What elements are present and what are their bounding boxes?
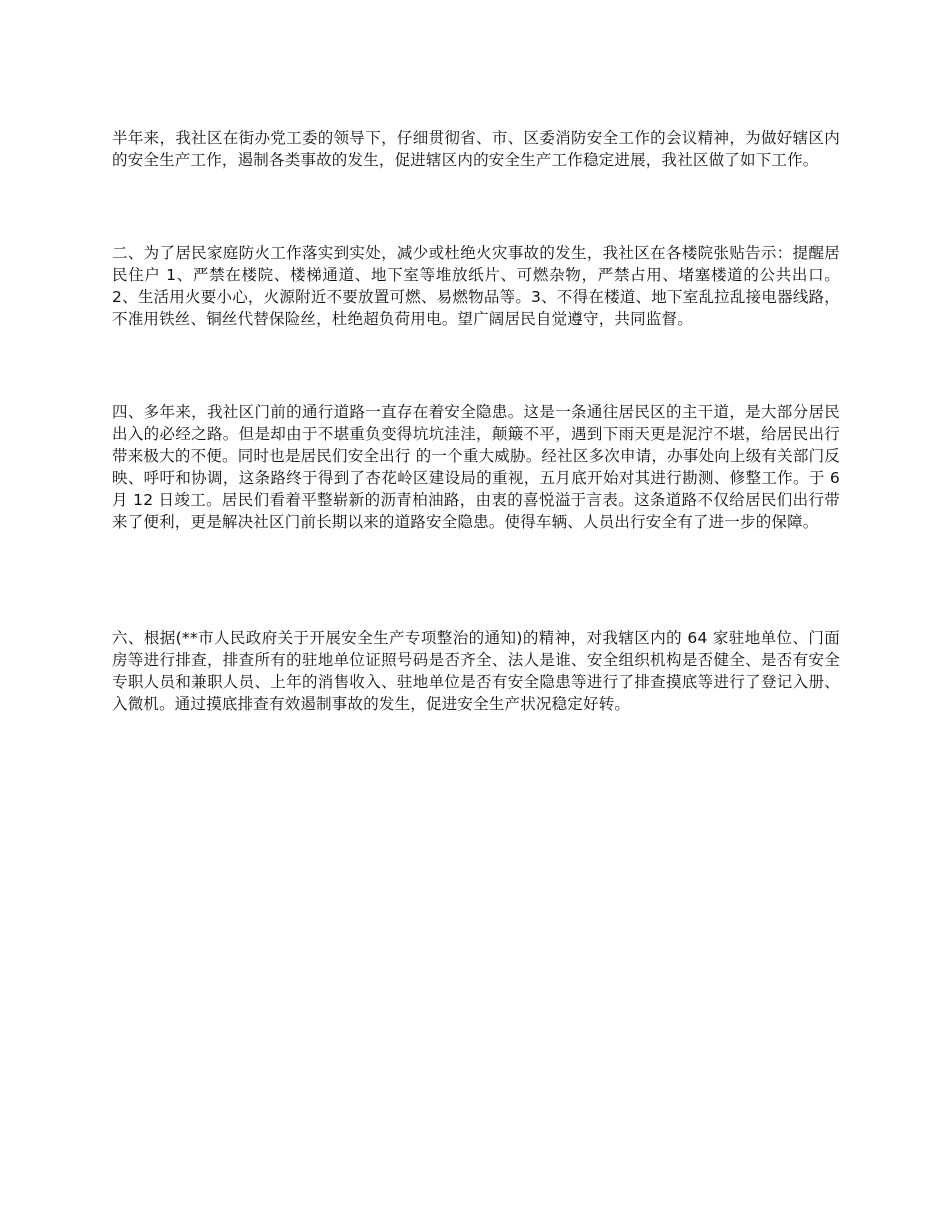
paragraph-fire-safety: 二、为了居民家庭防火工作落实到实处，减少或杜绝火灾事故的发生，我社区在各楼院张贴告示：提醒居民住户 1、严禁在楼院、楼梯通道、地下室等堆放纸片、可燃杂物，严禁占用、堵塞楼道的公共出口。2、生活用火要小心，火源附近不要放置可燃、易燃物品等。3、不得在楼道、地下室乱拉乱接电器线路，不准用铁丝、铜丝代替保险丝，杜绝超负荷用电。望广阔居民自觉遵守，共同监督。: [112, 244, 840, 328]
paragraph-road-safety: 四、多年来，我社区门前的通行道路一直存在着安全隐患。这是一条通往居民区的主干道，是大部分居民出入的必经之路。但是却由于不堪重负变得坑坑洼洼，颠簸不平，遇到下雨天更是泥泞不堪，给居民出行带来极大的不便。同时也是居民们安全出行 的一个重大威胁。经社区多次申请，办事处向上级有关部门反映、呼吁和协调，这条路终于得到了杏花岭区建设局的重视，五月底开始对其进行勘测、修整工作。于 6 月 12 日竣工。居民们看着平整崭新的沥青柏油路，由衷的喜悦溢于言表。这条道路不仅给居民们出行带来了便利，更是解决社区门前长期以来的道路安全隐患。使得车辆、人员出行安全有了进一步的保障。: [112, 403, 840, 531]
paragraph-intro: 半年来，我社区在街办党工委的领导下，仔细贯彻省、市、区委消防安全工作的会议精神，为做好辖区内的安全生产工作，遏制各类事故的发生，促进辖区内的安全生产工作稳定进展，我社区做了如下工作。: [112, 129, 840, 169]
paragraph-inspection: 六、根据(**市人民政府关于开展安全生产专项整治的通知)的精神，对我辖区内的 64 家驻地单位、门面房等进行排查，排查所有的驻地单位证照号码是否齐全、法人是谁、安全组织机构是否健全、是否有安全专职人员和兼职人员、上年的消售收入、驻地单位是否有安全隐患等进行了排查摸底等进行了登记入册、入微机。通过摸底排查有效遏制事故的发生，促进安全生产状况稳定好转。: [112, 629, 840, 713]
